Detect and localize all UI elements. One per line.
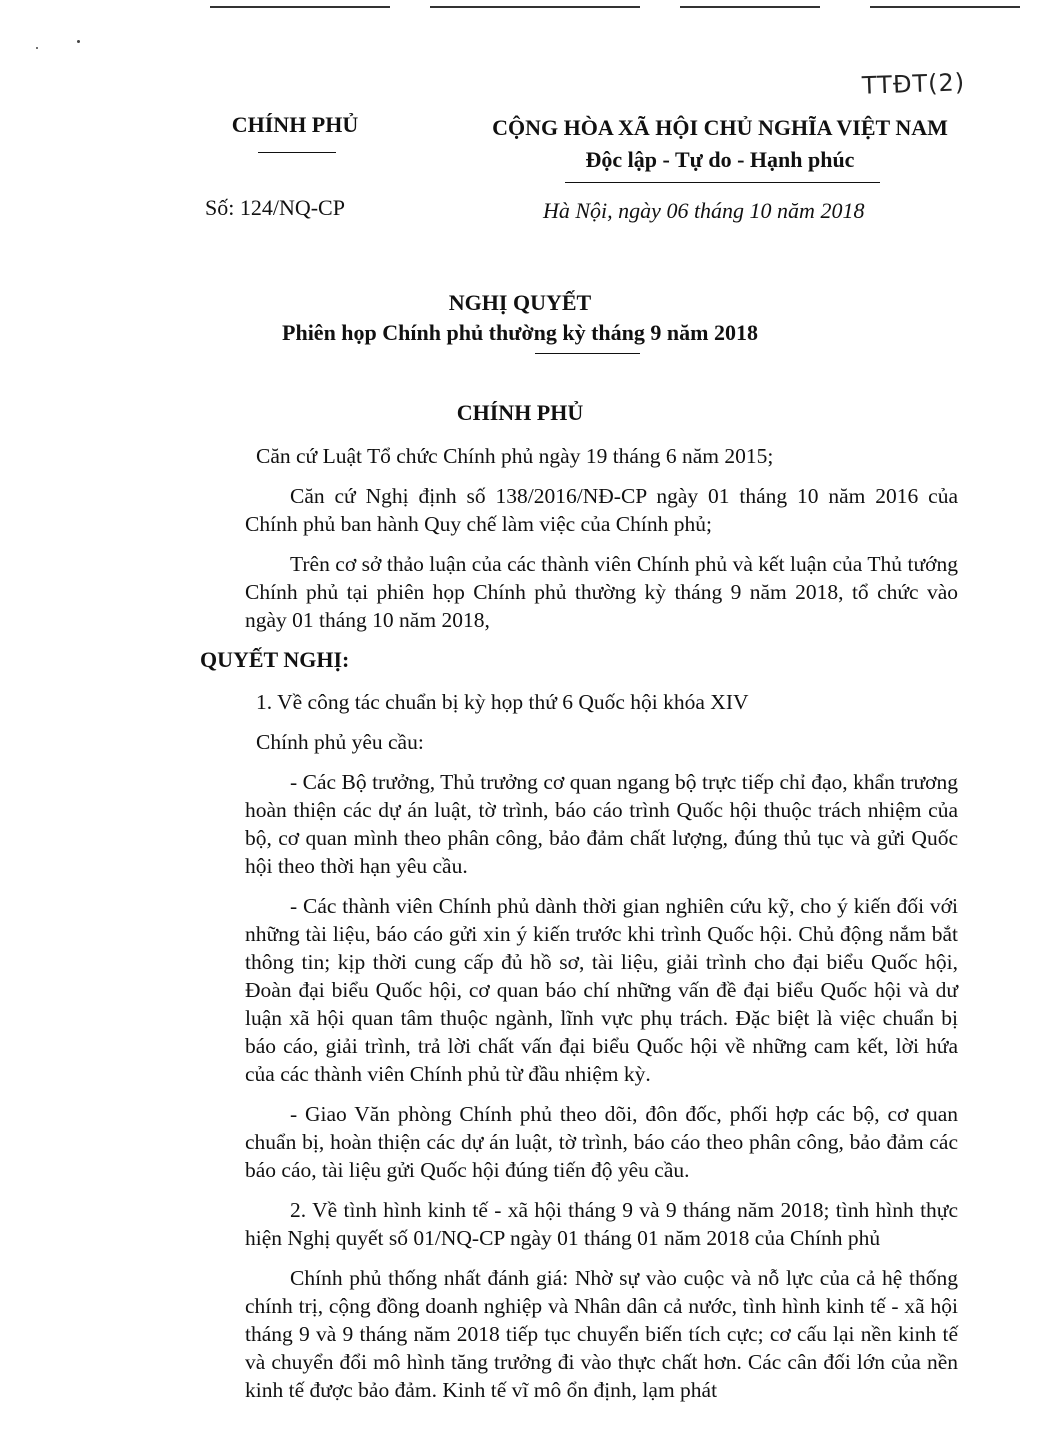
subject-underline [535,353,640,354]
scan-speck [77,40,80,43]
document-subject: Phiên họp Chính phủ thường kỳ tháng 9 năm 2018 [282,320,758,345]
national-heading [460,112,980,176]
scan-line [430,6,640,8]
motto-underline [565,182,880,183]
resolve-heading: QUYẾT NGHỊ: [200,647,350,672]
document-number: Số: 124/NQ-CP [205,195,345,220]
handwritten-note: TTĐT(2) [861,68,966,100]
agency-underline [258,152,336,153]
section-1-item: - Các Bộ trưởng, Thủ trưởng cơ quan ngang bộ trực tiếp chỉ đạo, khẩn trương hoàn thiện các dự án luật, tờ trình, báo cáo trình Quốc hội thuộc trách nhiệm của bộ, cơ quan mình theo phân công, bảo đảm chất lượng, đúng thủ tục và gửi Quốc hội theo thời hạn yêu cầu. [245,770,958,878]
issuer-heading: CHÍNH PHỦ [456,400,584,425]
section-1-intro: Chính phủ yêu cầu: [256,730,424,754]
document-body [200,442,958,1416]
preamble-basis: Trên cơ sở thảo luận của các thành viên Chính phủ và kết luận của Thủ tướng Chính phủ tại phiên họp Chính phủ thường kỳ tháng 9 năm 2018, tổ chức vào ngày 01 tháng 10 năm 2018, [245,552,958,632]
section-1-heading: 1. Về công tác chuẩn bị kỳ họp thứ 6 Quốc hội khóa XIV [256,690,749,714]
section-2-paragraph: Chính phủ thống nhất đánh giá: Nhờ sự vào cuộc và nỗ lực của cả hệ thống chính trị, cộng đồng doanh nghiệp và Nhân dân cả nước, tình hình kinh tế - xã hội tháng 9 và 9 tháng năm 2018 tiếp tục chuyển biến tích cực; cơ cấu lại nền kinh tế và chuyển đổi mô hình tăng trưởng đi vào thực chất hơn. Các cân đối lớn của nền kinh tế được bảo đảm. Kinh tế vĩ mô ổn định, lạm phát [245,1266,958,1402]
issuing-agency: CHÍNH PHỦ [231,112,359,137]
nation-name: CỘNG HÒA XÃ HỘI CHỦ NGHĨA VIỆT NAM [492,115,948,140]
scan-speck [36,47,38,49]
national-motto: Độc lập - Tự do - Hạnh phúc [585,147,855,172]
document-type: NGHỊ QUYẾT [448,290,592,315]
scan-line [680,6,820,8]
section-1-item: - Các thành viên Chính phủ dành thời gian nghiên cứu kỹ, cho ý kiến đối với những tài liệu, báo cáo gửi xin ý kiến trước khi trình Quốc hội. Chủ động nắm bắt thông tin; kịp thời cung cấp đủ hồ sơ, tài liệu, giải trình cho đại biểu Quốc hội, Đoàn đại biểu Quốc hội, cơ quan báo chí những vấn đề đại biểu Quốc hội và dư luận xã hội quan tâm thuộc ngành, lĩnh vực phụ trách. Đặc biệt là việc chuẩn bị báo cáo, giải trình, trả lời chất vấn đại biểu Quốc hội về những cam kết, lời hứa của các thành viên Chính phủ từ đầu nhiệm kỳ. [245,894,958,1086]
section-1-item: - Giao Văn phòng Chính phủ theo dõi, đôn đốc, phối hợp các bộ, cơ quan chuẩn bị, hoàn thiện các dự án luật, tờ trình, báo cáo theo phân công, bảo đảm các báo cáo, tài liệu gửi Quốc hội đúng tiến độ yêu cầu. [245,1102,958,1182]
scan-line [210,6,390,8]
section-2-heading: 2. Về tình hình kinh tế - xã hội tháng 9 và 9 tháng năm 2018; tình hình thực hiện Nghị quyết số 01/NQ-CP ngày 01 tháng 01 năm 2018 của Chính phủ [245,1198,958,1250]
scan-line [870,6,1020,8]
issue-date: Hà Nội, ngày 06 tháng 10 năm 2018 [543,198,865,223]
preamble-law: Căn cứ Luật Tổ chức Chính phủ ngày 19 tháng 6 năm 2015; [256,444,774,468]
preamble-decree: Căn cứ Nghị định số 138/2016/NĐ-CP ngày 01 tháng 10 năm 2016 của Chính phủ ban hành Quy chế làm việc của Chính phủ; [245,484,958,536]
